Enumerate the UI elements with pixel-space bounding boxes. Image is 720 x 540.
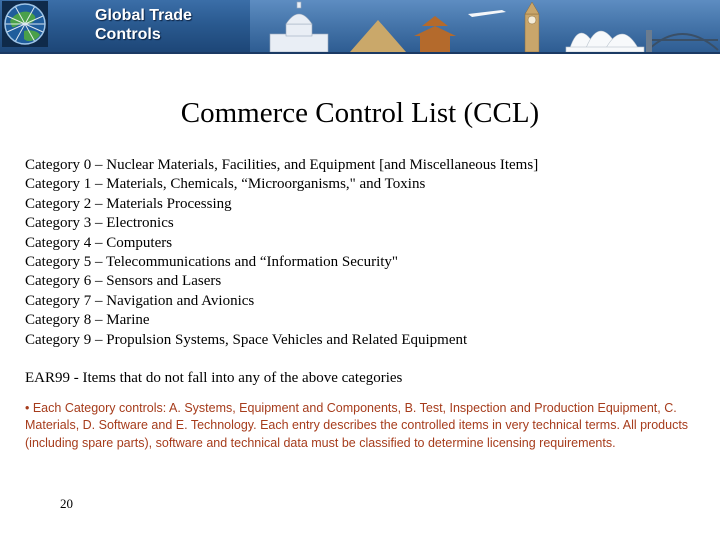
header-banner xyxy=(0,0,720,52)
banner-divider xyxy=(0,52,720,54)
ear99-line: EAR99 - Items that do not fall into any of the above categories xyxy=(25,370,403,386)
category-item: Category 9 – Propulsion Systems, Space Vehicles and Related Equipment xyxy=(25,331,468,348)
category-list xyxy=(25,156,538,350)
page-title: Commerce Control List (CCL) xyxy=(180,97,540,129)
brand-line-2: Controls xyxy=(95,26,161,43)
category-item: Category 4 – Computers xyxy=(25,234,173,251)
category-item: Category 3 – Electronics xyxy=(25,215,174,232)
category-controls-note: • Each Category controls: A. Systems, Equipment and Components, B. Test, Inspection and Production Equipment, C. Materials, D. Software and E. Technology. Each entry describes the controlled items in very technical terms. All products (including spare parts), software and technical data must be classified to determine licensing requirements. xyxy=(25,401,689,450)
category-item: Category 7 – Navigation and Avionics xyxy=(25,292,255,309)
category-item: Category 6 – Sensors and Lasers xyxy=(25,273,222,290)
page-number: 20 xyxy=(60,496,73,511)
brand-name xyxy=(95,6,192,44)
globe-grid-logo xyxy=(2,1,48,47)
landmarks-skyline-image xyxy=(250,0,720,52)
category-item: Category 1 – Materials, Chemicals, “Microorganisms," and Toxins xyxy=(25,176,426,193)
brand-line-1: Global Trade xyxy=(95,7,192,24)
category-item: Category 5 – Telecommunications and “Information Security" xyxy=(25,254,399,271)
category-item: Category 8 – Marine xyxy=(25,312,150,329)
category-item: Category 0 – Nuclear Materials, Facilities, and Equipment [and Miscellaneous Items] xyxy=(25,157,539,173)
category-item: Category 2 – Materials Processing xyxy=(25,195,232,212)
